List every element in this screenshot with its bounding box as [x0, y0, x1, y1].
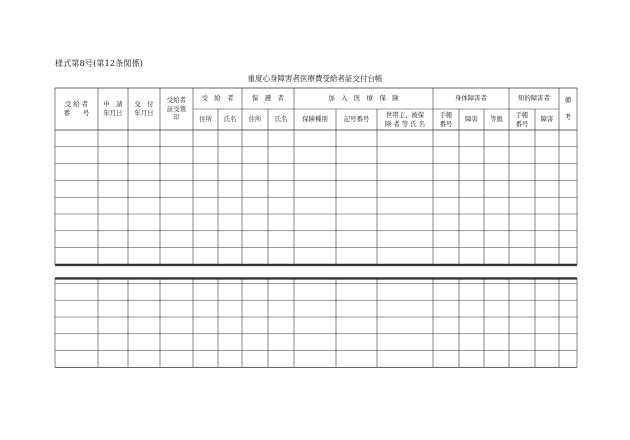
- header-insurance: 加 入 医 療 保 険: [328, 94, 399, 103]
- header-intellectual-disability: 知的障害者: [518, 94, 550, 103]
- header-recipient: 受 給 者: [201, 94, 234, 103]
- header-householder-name: 世帯主、被保 険 者 等 氏 名: [384, 110, 426, 128]
- table-grid-lines: [55, 88, 577, 371]
- header-receipt-seal: 受給者 証受領 印: [166, 96, 187, 122]
- header-remarks: 備 考: [564, 96, 572, 122]
- header-recipient-address: 住所: [199, 115, 212, 124]
- header-guardian-address: 住所: [248, 115, 262, 124]
- header-physical-grade: 等級: [490, 115, 503, 124]
- header-issue-date: 交 付 年月日: [134, 100, 154, 117]
- ledger-table: [55, 88, 577, 371]
- header-intellectual-book-number: 手帳 番号: [515, 110, 529, 128]
- header-recipient-number: 受 給 者 番 号: [63, 100, 90, 117]
- header-symbol-number: 記号番号: [343, 115, 370, 124]
- header-recipient-name: 氏名: [223, 115, 237, 124]
- header-guardian: 保 護 者: [252, 94, 284, 103]
- header-application-date: 申 請 年月日: [103, 100, 123, 117]
- header-insurance-type: 保険種別: [302, 115, 328, 124]
- document-title: 重度心身障害者医療費受給者証交付台帳: [247, 74, 383, 83]
- header-intellectual-disability-type: 障害: [540, 115, 554, 124]
- form-number-label: 様式第8号(第12条関係): [55, 59, 144, 68]
- header-guardian-name: 氏名: [274, 115, 288, 124]
- header-physical-disability-type: 障害: [465, 115, 478, 124]
- header-physical-disability: 身体障害者: [455, 94, 487, 103]
- header-physical-book-number: 手帳 番号: [439, 110, 453, 128]
